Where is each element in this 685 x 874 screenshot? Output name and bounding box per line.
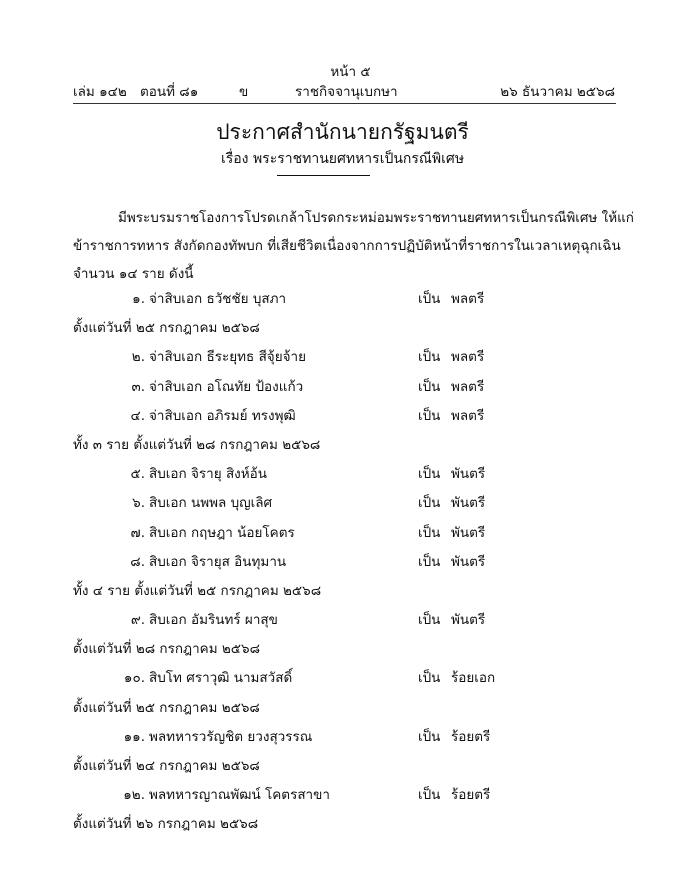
promotion-list [0, 287, 685, 842]
note-text: ทั้ง ๓ ราย ตั้งแต่วันที่ ๒๘ กรกฎาคม ๒๕๖๘ [73, 436, 321, 453]
rank: พันตรี [451, 495, 486, 512]
person-name: พลทหารวรัญชิต ยวงสุวรรณ [149, 728, 313, 745]
rank: พันตรี [451, 612, 486, 629]
list-item [0, 404, 685, 433]
list-item [0, 783, 685, 812]
be-label: เป็น [418, 378, 441, 395]
publication-date: ๒๖ ธันวาคม ๒๕๖๘ [500, 84, 615, 100]
person-name: สิบเอก จิรายุส อินทุมาน [149, 553, 287, 570]
rank: พันตรี [451, 553, 486, 570]
item-number: ๕. [130, 466, 145, 483]
be-label: เป็น [418, 524, 441, 541]
item-number: ๔. [130, 407, 145, 424]
person-name: จ่าสิบเอก อภิรมย์ ทรงพุฒิ [149, 407, 296, 424]
effective-date-note [0, 316, 685, 345]
note-text: ตั้งแต่วันที่ ๒๘ กรกฎาคม ๒๕๖๘ [73, 641, 260, 658]
rank: พันตรี [451, 524, 486, 541]
person-name: จ่าสิบเอก ธวัชชัย บุสภา [149, 291, 287, 307]
person-name: พลทหารญาณพัฒน์ โคตรสาขา [149, 787, 330, 804]
page-number: หน้า ๕ [330, 64, 371, 80]
item-number: ๒. [131, 349, 145, 366]
person-name: สิบเอก จิรายุ สิงห์อ้น [149, 466, 268, 483]
rank: พลตรี [451, 291, 485, 307]
list-item [0, 462, 685, 491]
publication-name: ราชกิจจานุเบกษา [295, 84, 398, 100]
be-label: เป็น [418, 670, 441, 687]
person-name: สิบเอก นพพล บุญเลิศ [149, 495, 273, 512]
person-name: สิบโท ศราวุฒิ นามสวัสดิ์ [149, 670, 293, 687]
item-number: ๘. [130, 553, 145, 570]
person-name: สิบเอก อัมรินทร์ ผาสุข [149, 612, 278, 629]
person-name: สิบเอก กฤษฎา น้อยโคตร [149, 524, 295, 541]
list-item [0, 550, 685, 579]
note-text: ตั้งแต่วันที่ ๒๔ กรกฎาคม ๒๕๖๘ [73, 758, 260, 774]
item-number: ๑. [132, 291, 145, 307]
paragraph-line: ข้าราชการทหาร สังกัดกองทัพบก ที่เสียชีวิตเนื่องจากการปฏิบัติหน้าที่ราชการในเวลาเหตุฉุกเฉิน [73, 238, 621, 254]
gazette-header [73, 80, 615, 100]
document-title: ประกาศสำนักนายกรัฐมนตรี [216, 120, 469, 144]
rank: พลตรี [451, 349, 485, 366]
rank: พลตรี [451, 378, 485, 395]
list-item [0, 375, 685, 404]
be-label: เป็น [418, 495, 441, 512]
rank: ร้อยตรี [451, 787, 491, 804]
note-text: ตั้งแต่วันที่ ๒๕ กรกฎาคม ๒๕๖๘ [73, 320, 260, 337]
note-text: ตั้งแต่วันที่ ๒๖ กรกฎาคม ๒๕๖๘ [73, 816, 259, 833]
be-label: เป็น [418, 728, 441, 745]
list-item [0, 345, 685, 374]
be-label: เป็น [418, 553, 441, 570]
note-text: ตั้งแต่วันที่ ๒๕ กรกฎาคม ๒๕๖๘ [73, 699, 260, 716]
issue: ตอนที่ ๘๑ [140, 84, 199, 100]
effective-date-note [0, 812, 685, 841]
note-text: ทั้ง ๔ ราย ตั้งแต่วันที่ ๒๕ กรกฎาคม ๒๕๖๘ [73, 582, 322, 599]
item-number: ๙. [130, 612, 145, 629]
person-name: จ่าสิบเอก อโณทัย ป้องแก้ว [149, 378, 304, 395]
title-divider [277, 175, 370, 176]
be-label: เป็น [418, 349, 441, 366]
header-rule [73, 103, 616, 104]
rank: พลตรี [451, 407, 485, 424]
be-label: เป็น [418, 466, 441, 483]
item-number: ๖. [132, 495, 145, 512]
list-item [0, 666, 685, 695]
be-label: เป็น [418, 612, 441, 629]
effective-date-note [0, 637, 685, 666]
paragraph-line: จำนวน ๑๔ ราย ดังนี้ [73, 266, 194, 282]
person-name: จ่าสิบเอก ธีระยุทธ สีจุ้ยจ้าย [149, 349, 307, 366]
document-subject: เรื่อง พระราชทานยศทหารเป็นกรณีพิเศษ [220, 151, 465, 167]
rank: ร้อยตรี [451, 728, 491, 745]
be-label: เป็น [418, 291, 441, 307]
rank: พันตรี [451, 466, 486, 483]
be-label: เป็น [418, 407, 441, 424]
section: ข [239, 84, 249, 100]
be-label: เป็น [418, 787, 441, 804]
item-number: ๓. [131, 378, 145, 395]
effective-date-note [0, 754, 685, 783]
list-item [0, 521, 685, 550]
list-item [0, 287, 685, 316]
item-number: ๑๒. [123, 787, 145, 804]
rank: ร้อยเอก [451, 670, 496, 687]
item-number: ๗. [130, 524, 145, 541]
item-number: ๑๑. [123, 728, 145, 745]
item-number: ๑๐. [123, 670, 145, 687]
volume: เล่ม ๑๔๒ [73, 84, 127, 100]
paragraph-line: มีพระบรมราชโองการโปรดเกล้าโปรดกระหม่อมพระราชทานยศทหารเป็นกรณีพิเศษ ให้แก่ [118, 210, 634, 226]
effective-date-note [0, 696, 685, 725]
list-item [0, 608, 685, 637]
list-item [0, 491, 685, 520]
effective-date-note [0, 433, 685, 462]
list-item [0, 725, 685, 754]
effective-date-note [0, 579, 685, 608]
